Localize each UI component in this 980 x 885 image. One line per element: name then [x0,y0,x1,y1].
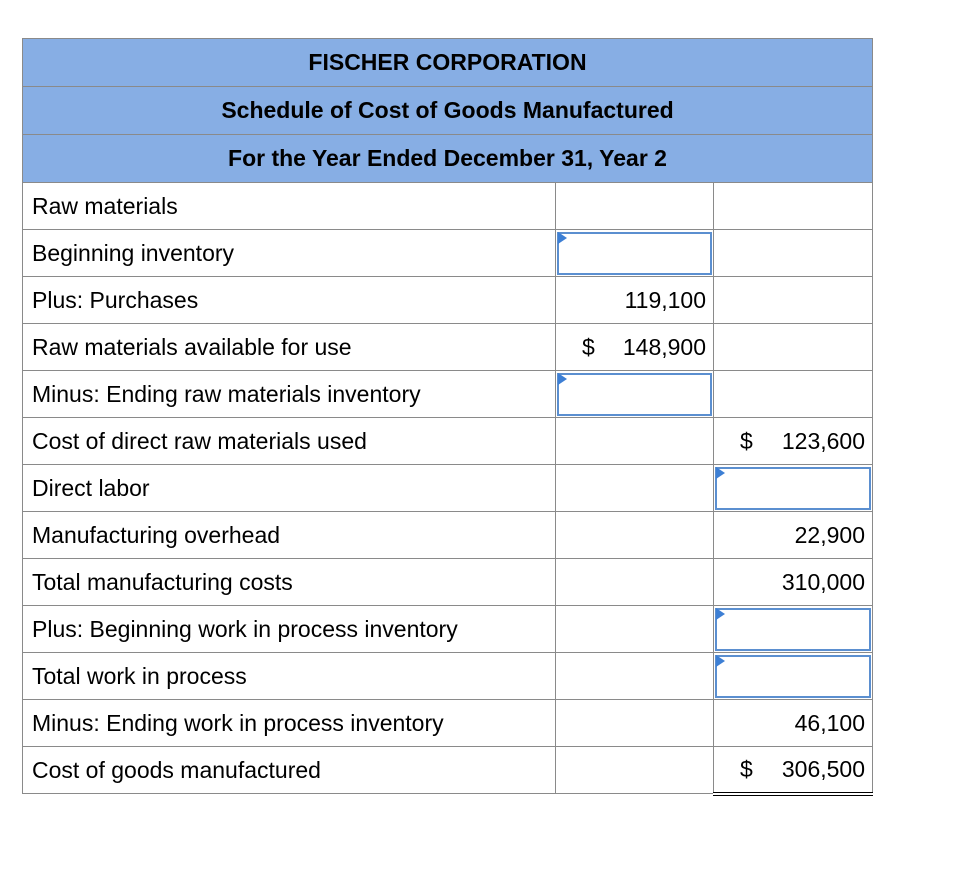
table-row [23,371,873,418]
total-manufacturing-costs-value: 310,000 [714,559,873,606]
direct-labor-input[interactable] [715,467,871,510]
table-row [23,606,873,653]
table-row [23,747,873,794]
table-row [23,465,873,512]
table-row [23,183,873,230]
direct-materials-used-value: 123,600 [781,427,865,454]
materials-available-value: 148,900 [622,333,706,360]
company-name: FISCHER CORPORATION [23,39,873,87]
row-label: Raw materials [23,183,556,230]
dollar-sign: $ [740,755,753,782]
purchases-value: 119,100 [556,277,714,324]
period-title: For the Year Ended December 31, Year 2 [23,135,873,183]
schedule-title: Schedule of Cost of Goods Manufactured [23,87,873,135]
row-label: Plus: Purchases [23,277,556,324]
dollar-sign: $ [740,427,753,454]
row-label: Minus: Ending raw materials inventory [23,371,556,418]
beginning-wip-input[interactable] [715,608,871,651]
ending-wip-value: 46,100 [714,700,873,747]
row-label: Minus: Ending work in process inventory [23,700,556,747]
input-marker-icon [716,655,725,667]
manufacturing-overhead-value: 22,900 [714,512,873,559]
row-label: Total manufacturing costs [23,559,556,606]
table-row [23,418,873,465]
table-row [23,277,873,324]
cogm-schedule-table [22,38,873,796]
row-label: Direct labor [23,465,556,512]
dollar-sign: $ [582,333,595,360]
ending-raw-materials-input[interactable] [557,373,712,416]
table-row [23,324,873,371]
cost-of-goods-manufactured-value: 306,500 [781,755,865,782]
table-row [23,700,873,747]
row-label: Cost of direct raw materials used [23,418,556,465]
row-label: Total work in process [23,653,556,700]
table-row [23,559,873,606]
table-row [23,653,873,700]
table-row [23,230,873,277]
row-label: Manufacturing overhead [23,512,556,559]
table-row [23,512,873,559]
input-marker-icon [558,373,567,385]
total-wip-input[interactable] [715,655,871,698]
input-marker-icon [558,232,567,244]
row-label: Raw materials available for use [23,324,556,371]
row-label: Beginning inventory [23,230,556,277]
input-marker-icon [716,608,725,620]
row-label: Plus: Beginning work in process inventory [23,606,556,653]
input-marker-icon [716,467,725,479]
beginning-inventory-input[interactable] [557,232,712,275]
row-label: Cost of goods manufactured [23,747,556,794]
